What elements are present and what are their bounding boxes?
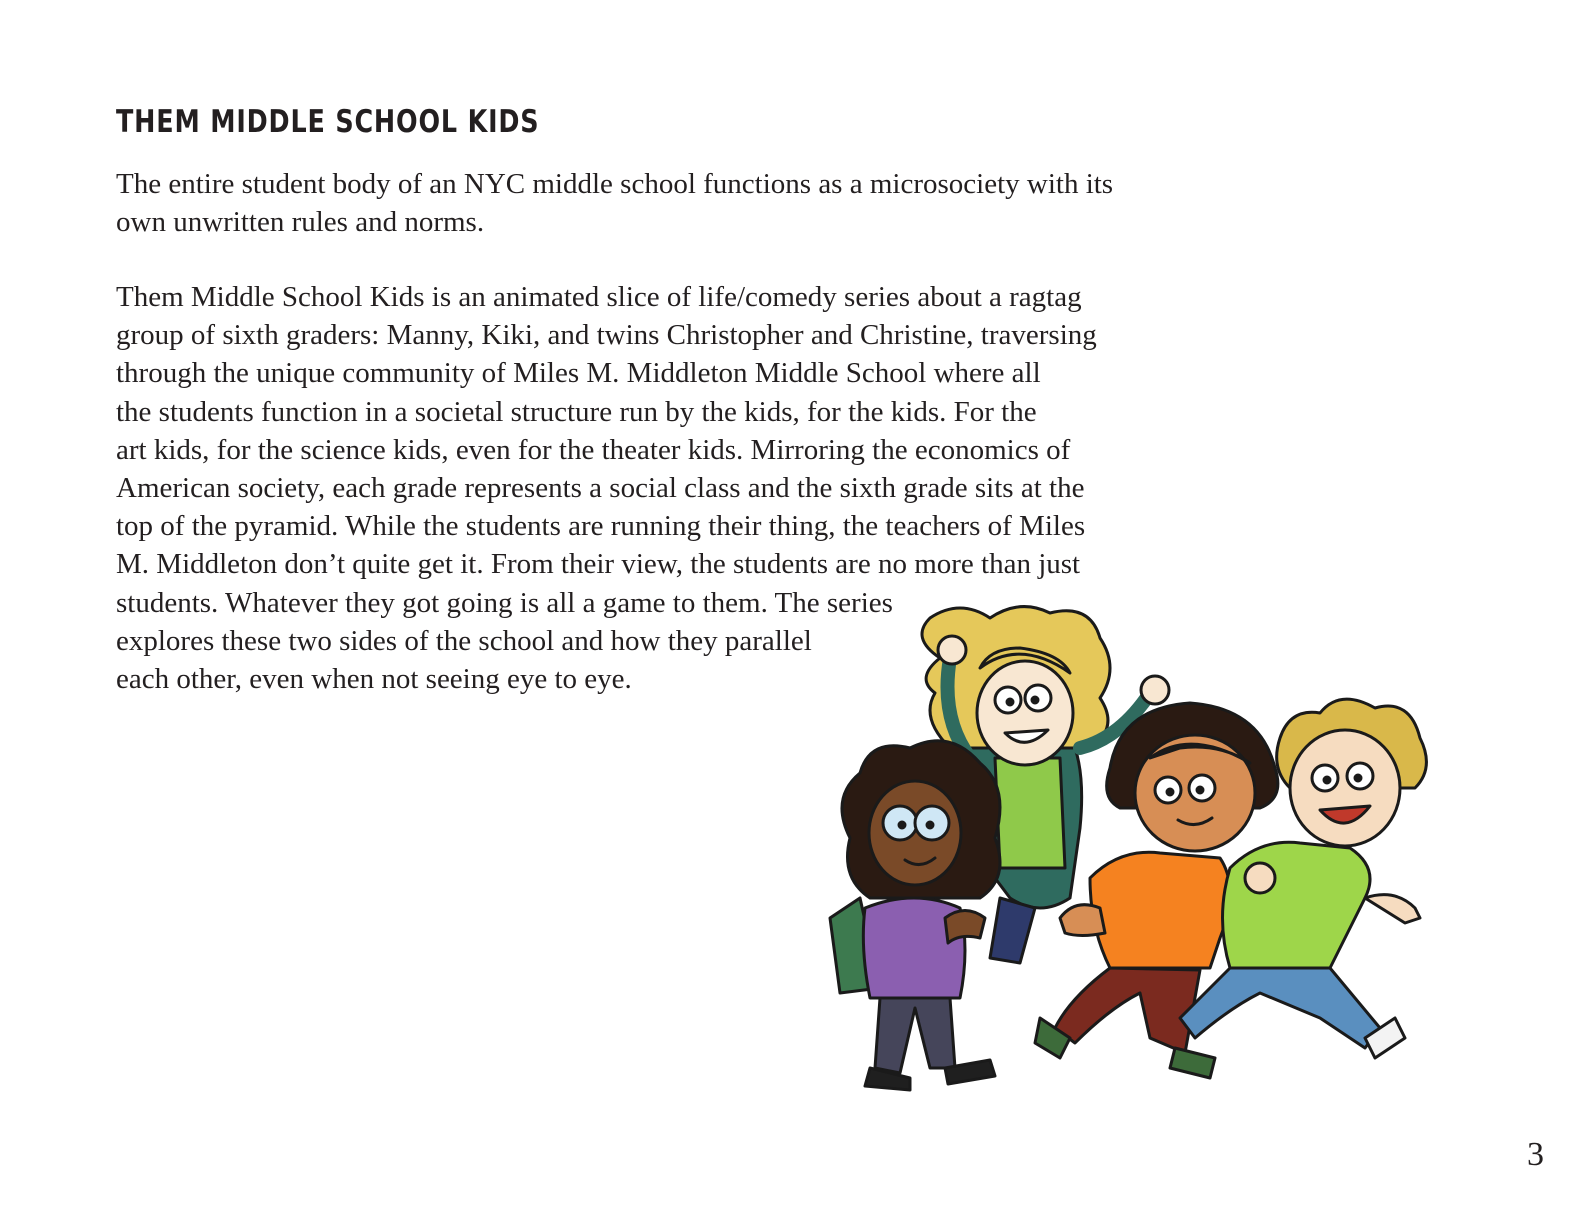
paragraph-line: explores these two sides of the school and how they parallel [116, 624, 812, 657]
paragraph-line: top of the pyramid. While the students are running their thing, the teachers of Miles [116, 510, 1086, 543]
kids-illustration [820, 598, 1450, 1098]
kid-purple-girl [830, 741, 1000, 1090]
paragraph-line: each other, even when not seeing eye to eye. [116, 663, 632, 696]
paragraph-line: M. Middleton don’t quite get it. From their view, the students are no more than just [116, 548, 1081, 581]
paragraph-line: Them Middle School Kids is an animated slice of life/comedy series about a ragtag [116, 281, 1082, 313]
paragraph-line: the students function in a societal structure run by the kids, for the kids. For the [116, 395, 1037, 428]
paragraph-line: students. Whatever they got going is all a game to them. The series [116, 586, 893, 619]
paragraph-line: The entire student body of an NYC middle school functions as a microsociety with its [116, 168, 1114, 200]
paragraph-line: through the unique community of Miles M. Middleton Middle School where all [116, 357, 1041, 390]
paragraph-line: art kids, for the science kids, even for the theater kids. Mirroring the economics of [116, 433, 1071, 466]
intro-paragraph [116, 165, 1113, 241]
paragraph-line: group of sixth graders: Manny, Kiki, and twins Christopher and Christine, traversing [116, 319, 1097, 352]
page-number: 3 [1527, 1136, 1544, 1173]
paragraph-line: own unwritten rules and norms. [116, 206, 485, 239]
page-title: THEM MIDDLE SCHOOL KIDS [116, 104, 540, 140]
paragraph-line: American society, each grade represents a social class and the sixth grade sits at the [116, 472, 1085, 505]
